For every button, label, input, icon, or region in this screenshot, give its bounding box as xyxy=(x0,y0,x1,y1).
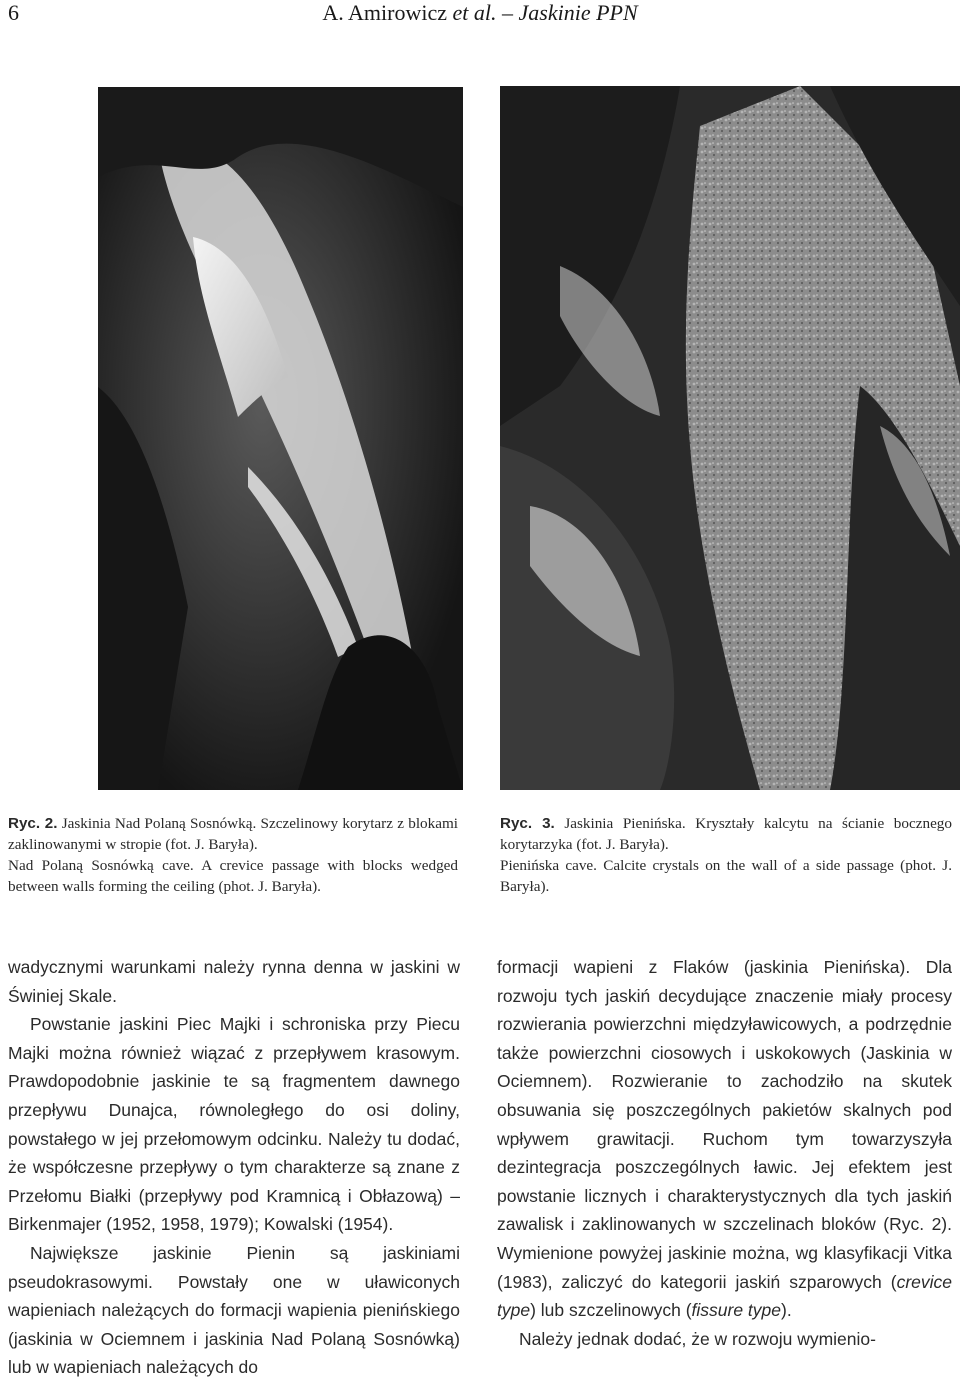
figure-2-caption-en: Nad Polaną Sosnówką cave. A crevice passage with blocks wedged between walls forming the ceiling (phot. J. Baryła). xyxy=(8,857,458,895)
paragraph-text: formacji wapieni z Flaków (jaskinia Pienińska). Dla rozwoju tych jaskiń decydujące znaczenie miały procesy rozwierania powierzchni międzyławicowych, a podrzędnie także powierzchni ciosowych i uskokowych (Jaskinia w Ociemnem). Rozwieranie to zachodziło na skutek obsuwania się poszczególnych pakietów skalnych pod wpływem grawitacji. Ruchom tym towarzyszyła dezintegracja poszczególnych ławic. Jej efektem jest powstanie licznych i charakterystycznych dla tych jaskiń zawalisk i zaklinowanych w szczelinach bloków (Ryc. 2). Wymienione powyżej jaskinie można, wg klasyfikacji Vitka (1983), zaliczyć do kategorii jaskiń szparowych ( xyxy=(497,957,952,1292)
paragraph-text: ) lub szczelinowych ( xyxy=(530,1300,692,1321)
calcite-crystals-photo xyxy=(500,86,960,790)
figure-3-caption-en: Pienińska cave. Calcite crystals on the wall of a side passage (phot. J. Baryła). xyxy=(500,857,952,895)
paragraph-text: ). xyxy=(781,1300,792,1321)
running-head xyxy=(0,0,960,26)
cave-passage-photo xyxy=(98,87,463,790)
figure-2-caption xyxy=(8,813,458,897)
running-head-title: et al. – Jaskinie PPN xyxy=(452,0,638,25)
running-head-authors: A. Amirowicz xyxy=(322,0,453,25)
paragraph: Powstanie jaskini Piec Majki i schroniska przy Piecu Majki można również wiązać z przepływem krasowym. Prawdopodobnie jaskinie te są fragmentem dawnego przepływu Dunajca, równoległego do osi doliny, powstałego w jej przełomowym odcinku. Należy tu dodać, że współczesne przepływy o tym charakterze są znane z Przełomu Białki (przepływy pod Kramnicą i Obłazową) – Birkenmajer (1952, 1958, 1979); Kowalski (1954). xyxy=(8,1014,460,1235)
term-fissure-type: fissure type xyxy=(691,1300,782,1321)
figure-3-caption xyxy=(500,813,952,897)
paragraph: Największe jaskinie Pienin są jaskiniami pseudokrasowymi. Powstały one w uławiconych wapieniach należących do formacji wapienia pienińskiego (jaskinia w Ociemnem i jaskinia Nad Polaną Sosnówką) lub w wapieniach należących do xyxy=(8,1242,460,1378)
figure-3-caption-pl xyxy=(500,813,952,855)
term-crevice-type: crevice type xyxy=(497,1271,952,1321)
figure-2-caption-pl-text: Jaskinia Nad Polaną Sosnówką. Szczelinowy korytarz z blokami zaklinowanymi w stropie (fot. J. Baryła). xyxy=(8,815,458,853)
paragraph: Należy jednak dodać, że w rozwoju wymienio- xyxy=(519,1328,876,1349)
figure-3-caption-pl-text: Jaskinia Pienińska. Kryształy kalcytu na ścianie bocznego korytarzyka (fot. J. Baryła). xyxy=(500,815,952,853)
paragraph: wadycznymi warunkami należy rynna denna w jaskini w Świniej Skale. xyxy=(8,957,460,1006)
figure-2-label: Ryc. 2. xyxy=(8,815,58,832)
paragraph xyxy=(497,953,952,1325)
figure-3-label: Ryc. 3. xyxy=(500,815,555,832)
figure-2-caption-pl xyxy=(8,813,458,855)
page-number: 6 xyxy=(8,0,19,25)
body-column-right xyxy=(497,953,952,1353)
page-header xyxy=(0,0,960,30)
body-column-left xyxy=(8,953,460,1382)
